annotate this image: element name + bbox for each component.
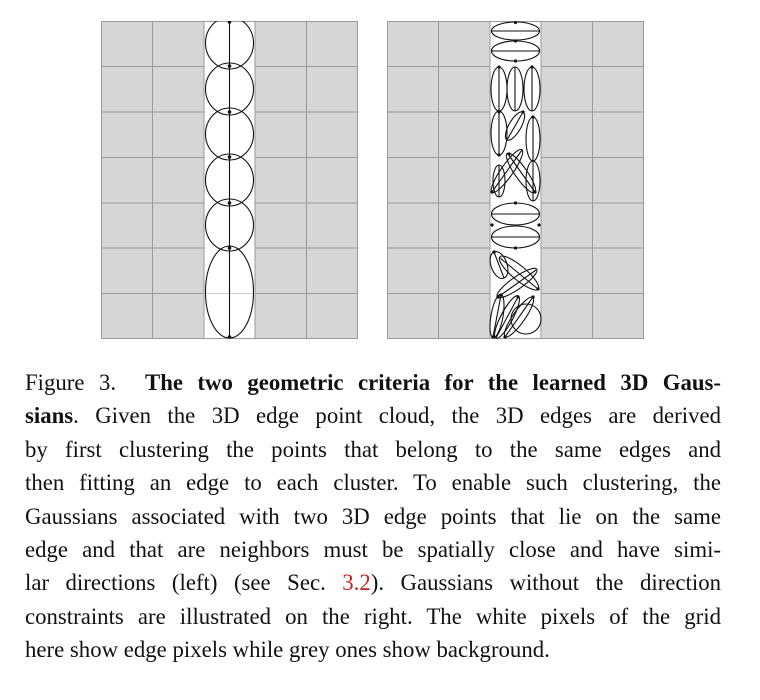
caption-line-3: by first clustering the points that belong to the same edges and	[25, 436, 721, 462]
caption-title: The two geometric criteria for the learned 3D Gaus-	[144, 370, 722, 395]
right-grid-diagram	[387, 21, 644, 339]
caption-line-9: here show edge pixels while grey ones show background.	[25, 637, 550, 663]
caption-line-2: sians. Given the 3D edge point cloud, the 3D edges are derived	[25, 403, 721, 429]
left-grid-diagram	[101, 21, 358, 339]
caption-line-1	[25, 366, 721, 399]
caption-line-4: then fitting an edge to each cluster. To enable such clustering, the	[25, 470, 721, 496]
caption-line-8: constraints are illustrated on the right. The white pixels of the grid	[25, 603, 721, 629]
left-panel-direction-constrained	[101, 21, 358, 339]
caption-line-7: lar directions (left) (see Sec. 3.2). Gaussians without the direction	[25, 570, 721, 596]
figure-label: Figure 3.	[25, 370, 117, 395]
caption-line-6: edge and that are neighbors must be spatially close and have simi-	[25, 537, 721, 563]
caption-title-end: sians	[25, 403, 74, 429]
caption-line-5: Gaussians associated with two 3D edge points that lie on the same	[25, 503, 721, 529]
right-panel-unconstrained	[387, 21, 644, 339]
figure-caption	[25, 366, 721, 667]
section-reference-link[interactable]: 3.2	[342, 570, 371, 596]
